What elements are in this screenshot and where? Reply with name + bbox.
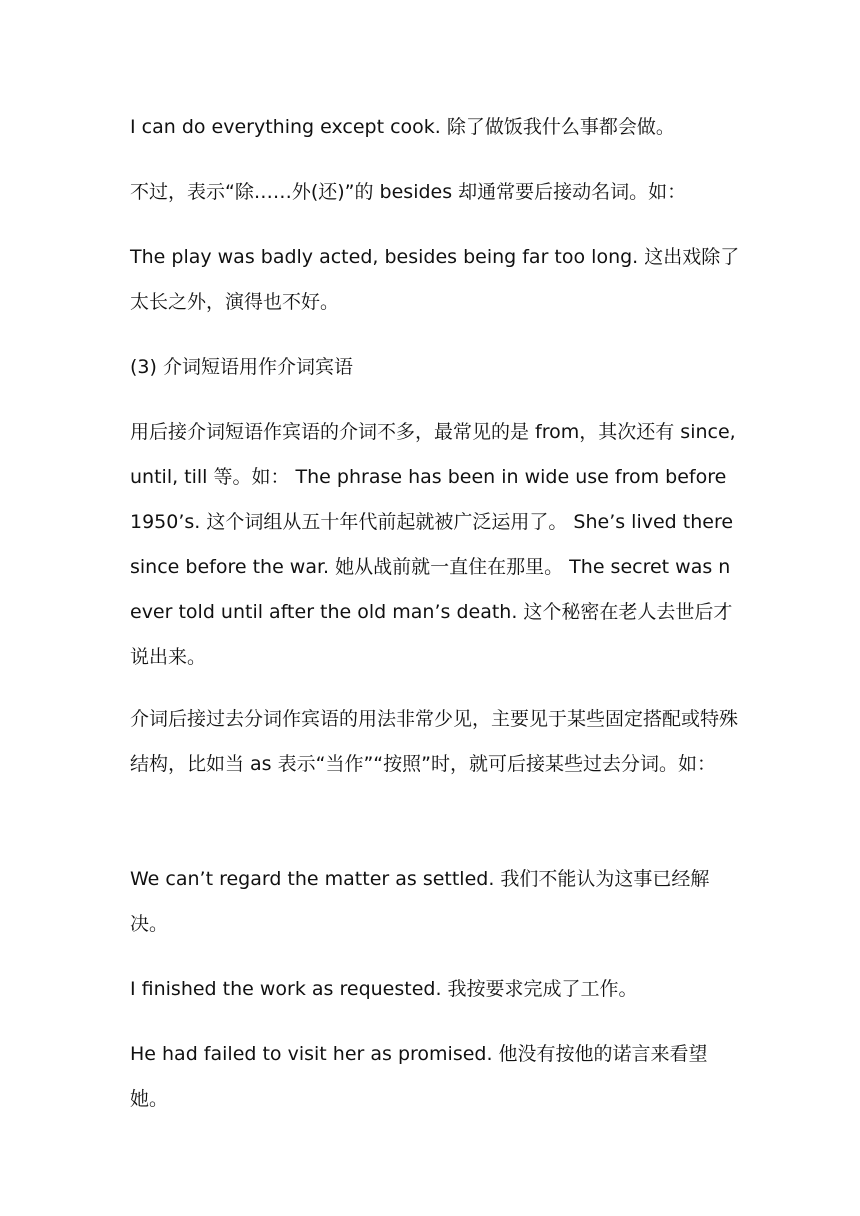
example-regard-settled: We can’t regard the matter as settled. 我们不能认为这事已经解决。: [130, 868, 710, 935]
example-except-cook: I can do everything except cook. 除了做饭我什么事都会做。: [130, 116, 675, 138]
example-as-requested: I finished the work as requested. 我按要求完成了工作。: [130, 978, 638, 1000]
section-heading-3: (3) 介词短语用作介词宾语: [130, 356, 353, 378]
prepositional-phrase-explanation: 用后接介词短语作宾语的介词不多，最常见的是 from，其次还有 since, until, till 等。如： The phrase has been in wide use from before 1950’s. 这个词组从五十年代前起就被广泛运用了。 She’s lived there since before the war. 她从战前就一直住在那里。 The secret was never told until after the old man’s death. 这个秘密在老人去世后才说出来。: [130, 421, 736, 668]
example-as-promised: He had failed to visit her as promised. 他没有按他的诺言来看望她。: [130, 1043, 708, 1110]
past-participle-explanation: 介词后接过去分词作宾语的用法非常少见，主要见于某些固定搭配或特殊结构，比如当 as 表示“当作”“按照”时，就可后接某些过去分词。如：: [130, 708, 739, 775]
example-besides-play: The play was badly acted, besides being far too long. 这出戏除了太长之外，演得也不好。: [130, 246, 740, 313]
besides-rule-note: 不过，表示“除……外(还)”的 besides 却通常要后接动名词。如：: [130, 181, 687, 203]
